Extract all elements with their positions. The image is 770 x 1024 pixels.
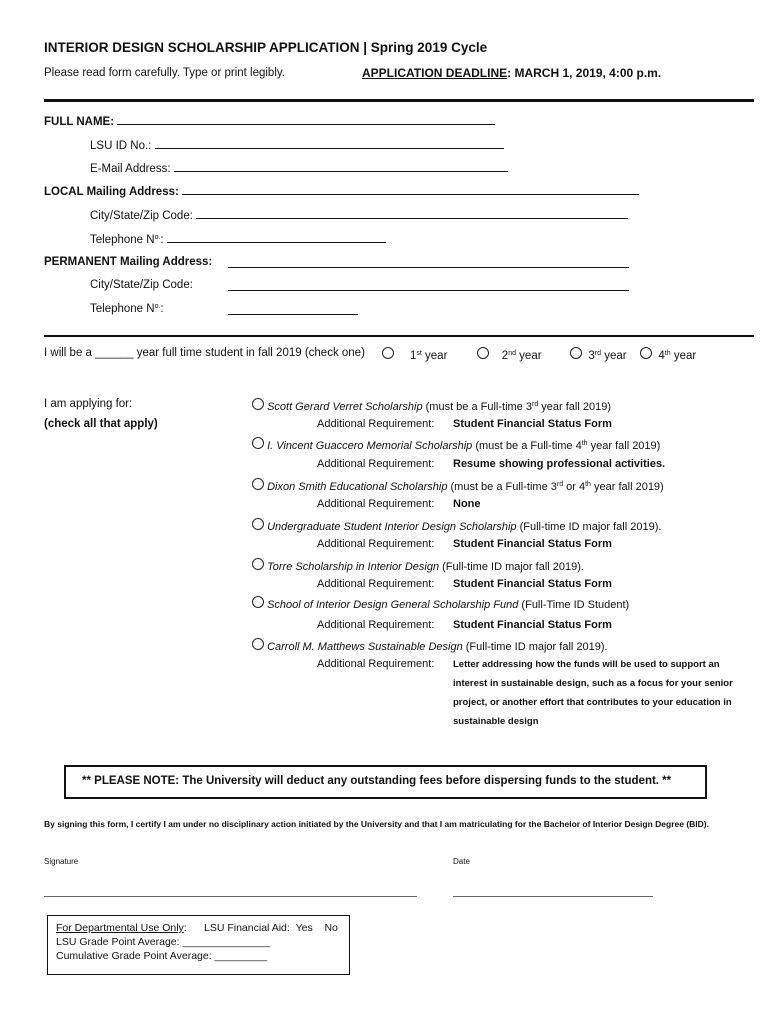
dept-heading-colon: : xyxy=(183,922,187,934)
scholarship-option[interactable] xyxy=(252,558,584,573)
local-phone-colon: : xyxy=(160,234,164,246)
scholarship-detail-end: year fall 2019) xyxy=(538,401,611,413)
year-1-num: 1 xyxy=(409,350,417,362)
requirement-label: Additional Requirement: xyxy=(317,418,435,430)
scholarship-name: Dixon Smith Educational Scholarship xyxy=(267,481,448,493)
email-field[interactable] xyxy=(90,161,508,175)
scholarship-detail: (must be a Full-time 3 xyxy=(422,401,532,413)
permanent-city-label: City/State/Zip Code: xyxy=(90,279,193,291)
dept-heading-row xyxy=(56,922,187,934)
requirement-value: None xyxy=(453,498,481,510)
year-4-num: 4 xyxy=(658,350,665,362)
date-label: Date xyxy=(453,857,470,866)
scholarship-option[interactable] xyxy=(252,638,608,653)
date-line[interactable] xyxy=(453,896,653,897)
email-line[interactable] xyxy=(174,161,508,172)
year-prompt: I will be a ______ year full time student in fall 2019 (check one) xyxy=(44,347,365,359)
scholarship-sup: rd xyxy=(531,401,539,408)
fee-note-text: ** PLEASE NOTE: The University will deduct any outstanding fees before dispersing funds to the student. ** xyxy=(82,775,672,787)
local-address-field[interactable] xyxy=(44,184,639,198)
radio-2nd-year[interactable] xyxy=(477,347,489,359)
year-2-word: year xyxy=(515,350,542,362)
year-option-3[interactable] xyxy=(570,347,627,362)
scholarship-name: School of Interior Design General Scholarship Fund xyxy=(267,599,519,611)
lsu-id-line[interactable] xyxy=(155,138,504,149)
certification-text: By signing this form, I certify I am under no disciplinary action initiated by the University and that I am matriculating for the Bachelor of Interior Design Degree (BID). xyxy=(44,819,710,829)
local-address-label: LOCAL Mailing Address: xyxy=(44,186,179,198)
local-phone-label: Telephone N xyxy=(90,234,155,246)
requirement-value: Student Financial Status Form xyxy=(453,619,612,631)
requirement-label: Additional Requirement: xyxy=(317,578,435,590)
aid-yes[interactable]: Yes xyxy=(295,922,313,934)
radio-scholarship[interactable] xyxy=(252,558,264,570)
scholarship-detail-mid: or 4 xyxy=(563,481,586,493)
year-1-word: year xyxy=(421,350,448,362)
financial-aid-row xyxy=(204,922,338,934)
radio-4th-year[interactable] xyxy=(640,347,652,359)
permanent-phone-line[interactable] xyxy=(228,304,358,315)
year-option-2[interactable] xyxy=(477,347,542,362)
scholarship-option[interactable] xyxy=(252,437,660,452)
requirement-value: Student Financial Status Form xyxy=(453,578,612,590)
permanent-phone-sup: o. xyxy=(154,303,161,310)
cumulative-gpa-field: Cumulative Grade Point Average: _________ xyxy=(56,950,268,962)
year-2-num: 2 xyxy=(501,350,509,362)
scholarship-option[interactable] xyxy=(252,478,664,493)
scholarship-detail-end: year fall 2019) xyxy=(587,440,661,452)
section-divider xyxy=(44,335,754,337)
permanent-phone-colon: : xyxy=(160,303,164,315)
radio-scholarship[interactable] xyxy=(252,437,264,449)
fee-note-box xyxy=(64,765,707,799)
financial-aid-label: LSU Financial Aid: xyxy=(204,922,290,934)
scholarship-sup: th xyxy=(585,481,591,488)
scholarship-detail: (Full-Time ID Student) xyxy=(518,599,630,611)
lsu-id-label: LSU ID No.: xyxy=(90,140,152,152)
scholarship-option[interactable] xyxy=(252,398,611,413)
year-4-sup: th xyxy=(664,350,671,357)
year-1-sup: st xyxy=(416,350,422,357)
permanent-phone-label: Telephone N xyxy=(90,303,155,315)
radio-scholarship[interactable] xyxy=(252,518,264,530)
signature-label: Signature xyxy=(44,857,79,866)
deadline-value: : MARCH 1, 2019, 4:00 p.m. xyxy=(507,66,662,80)
year-3-sup: rd xyxy=(594,350,602,357)
local-city-label: City/State/Zip Code: xyxy=(90,210,193,222)
scholarship-name: Undergraduate Student Interior Design Scholarship xyxy=(267,521,517,533)
scholarship-option[interactable] xyxy=(252,596,629,611)
scholarship-detail: (must be a Full-time 3 xyxy=(447,481,557,493)
deadline-label: APPLICATION DEADLINE xyxy=(362,66,508,80)
year-option-1[interactable] xyxy=(382,347,447,362)
requirement-value: Letter addressing how the funds will be used to support an interest in sustainable design, such as a focus for your senior project, or another effort that contributes to your education in sustainable design xyxy=(453,659,733,727)
local-phone-sup: o. xyxy=(154,234,161,241)
header-divider xyxy=(44,99,754,102)
permanent-address-line[interactable] xyxy=(228,257,629,268)
radio-3rd-year[interactable] xyxy=(570,347,582,359)
permanent-address-label: PERMANENT Mailing Address: xyxy=(44,256,213,268)
scholarship-detail: (Full-time ID major fall 2019). xyxy=(439,561,584,573)
year-4-word: year xyxy=(670,350,697,362)
scholarship-name: I. Vincent Guaccero Memorial Scholarship xyxy=(267,440,473,452)
signature-line[interactable] xyxy=(44,896,417,897)
radio-scholarship[interactable] xyxy=(252,638,264,650)
scholarship-name: Carroll M. Matthews Sustainable Design xyxy=(267,641,463,653)
permanent-phone-field xyxy=(90,303,164,315)
year-option-4[interactable] xyxy=(640,347,696,362)
requirement-label: Additional Requirement: xyxy=(317,498,435,510)
radio-scholarship[interactable] xyxy=(252,478,264,490)
requirement-value: Student Financial Status Form xyxy=(453,538,612,550)
scholarship-sup: rd xyxy=(556,481,564,488)
scholarship-detail-end: year fall 2019) xyxy=(590,481,664,493)
applying-sublabel: (check all that apply) xyxy=(44,418,158,430)
year-3-num: 3 xyxy=(588,350,595,362)
requirement-label: Additional Requirement: xyxy=(317,538,435,550)
local-address-line[interactable] xyxy=(182,184,639,195)
requirement-value: Student Financial Status Form xyxy=(453,418,612,430)
requirement-label: Additional Requirement: xyxy=(317,458,435,470)
radio-scholarship[interactable] xyxy=(252,596,264,608)
radio-1st-year[interactable] xyxy=(382,347,394,359)
full-name-field[interactable] xyxy=(44,114,495,128)
form-title: INTERIOR DESIGN SCHOLARSHIP APPLICATION | Spring 2019 Cycle xyxy=(44,40,488,55)
scholarship-detail: (Full-time ID major fall 2019). xyxy=(462,641,608,653)
instructions: Please read form carefully. Type or print legibly. xyxy=(44,67,285,79)
full-name-colon: : xyxy=(110,116,115,128)
application-deadline xyxy=(362,66,661,80)
requirement-label: Additional Requirement: xyxy=(317,619,435,631)
applying-label: I am applying for: xyxy=(44,398,133,410)
dept-heading: For Departmental Use Only xyxy=(56,922,184,934)
scholarship-detail: (must be a Full-time 4 xyxy=(472,440,582,452)
scholarship-name: Torre Scholarship in Interior Design xyxy=(267,561,440,573)
year-3-word: year xyxy=(601,350,627,362)
permanent-city-line[interactable] xyxy=(228,280,629,291)
full-name-label: FULL NAME xyxy=(44,116,111,128)
scholarship-detail: (Full-time ID major fall 2019). xyxy=(516,521,662,533)
departmental-use-box xyxy=(47,915,350,975)
requirement-label: Additional Requirement: xyxy=(317,658,435,670)
scholarship-name: Scott Gerard Verret Scholarship xyxy=(267,401,423,413)
requirement-value: Resume showing professional activities. xyxy=(453,458,666,470)
local-phone-field[interactable] xyxy=(90,232,386,246)
scholarship-option[interactable] xyxy=(252,518,661,533)
local-city-line[interactable] xyxy=(196,208,628,219)
local-phone-line[interactable] xyxy=(167,232,386,243)
aid-no[interactable]: No xyxy=(324,922,338,934)
full-name-line[interactable] xyxy=(117,114,495,125)
local-city-field[interactable] xyxy=(90,208,628,222)
radio-scholarship[interactable] xyxy=(252,398,264,410)
scholarship-sup: th xyxy=(581,440,588,447)
gpa-field: LSU Grade Point Average: _______________ xyxy=(56,936,271,948)
email-label: E-Mail Address: xyxy=(90,163,171,175)
lsu-id-field[interactable] xyxy=(90,138,504,152)
year-2-sup: nd xyxy=(508,350,516,357)
